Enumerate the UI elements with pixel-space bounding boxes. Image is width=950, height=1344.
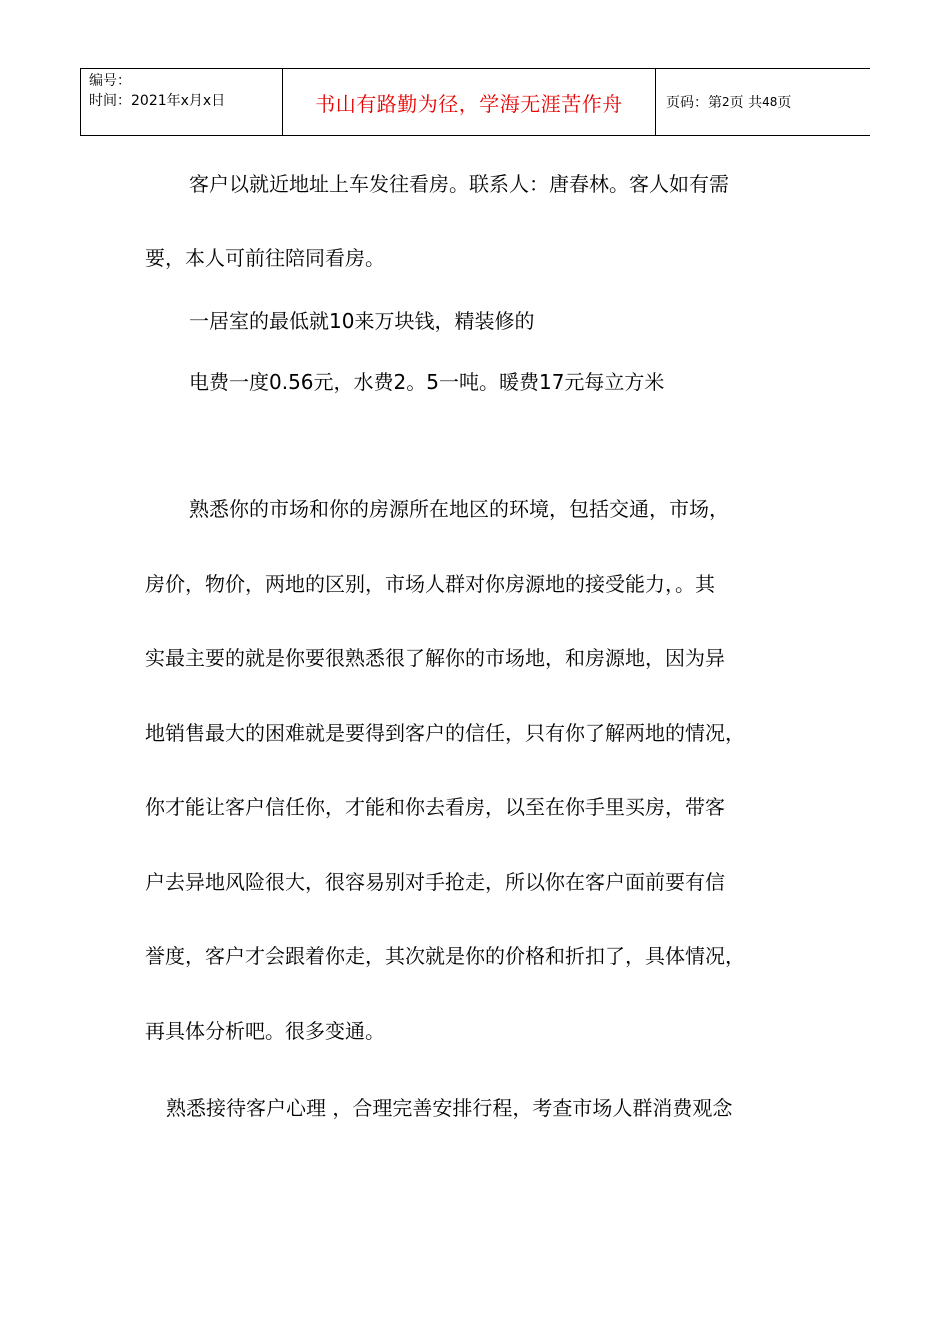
paragraph-line: 再具体分析吧。很多变通。: [145, 1019, 385, 1043]
paragraph-line: 熟悉你的市场和你的房源所在地区的环境，包括交通，市场，: [189, 497, 729, 521]
page-total: 48: [762, 95, 778, 109]
page-prefix: 页码：第: [666, 95, 722, 111]
page-middle: 页 共: [729, 95, 763, 111]
paragraph-line: 客户以就近地址上车发往看房。联系人：唐春林。客人如有需: [189, 172, 729, 196]
paragraph-line: 誉度，客户才会跟着你走，其次就是你的价格和折扣了，具体情况，: [145, 944, 745, 968]
page-indicator: [656, 69, 870, 135]
paragraph-line: 户去异地风险很大，很容易别对手抢走，所以你在客户面前要有信: [145, 870, 725, 894]
paragraph-line: 熟悉接待客户心理 ，合理完善安排行程，考查市场人群消费观念: [166, 1096, 733, 1120]
header-motto: 书山有路勤为径，学海无涯苦作舟: [283, 69, 656, 135]
header-meta: [81, 69, 283, 135]
paragraph-line: 一居室的最低就10来万块钱，精装修的: [189, 309, 535, 333]
paragraph-line: 实最主要的就是你要很熟悉很了解你的市场地，和房源地，因为异: [145, 646, 725, 670]
paragraph-line: 地销售最大的困难就是要得到客户的信任，只有你了解两地的情况，: [145, 721, 745, 745]
paragraph-line: 房价，物价，两地的区别，市场人群对你房源地的接受能力，。其: [145, 572, 715, 596]
page-suffix: 页: [777, 95, 792, 111]
paragraph-line: 电费一度0.56元，水费2。5一吨。暖费17元每立方米: [189, 370, 665, 394]
paragraph-line: 要，本人可前往陪同看房。: [145, 246, 385, 270]
document-id-label: 编号：: [89, 73, 131, 89]
paragraph-line: 你才能让客户信任你，才能和你去看房，以至在你手里买房，带客: [145, 795, 725, 819]
document-time-label: 时间：2021年x月x日: [89, 93, 226, 109]
page-header: [80, 68, 870, 136]
page-current: 2: [722, 95, 730, 109]
